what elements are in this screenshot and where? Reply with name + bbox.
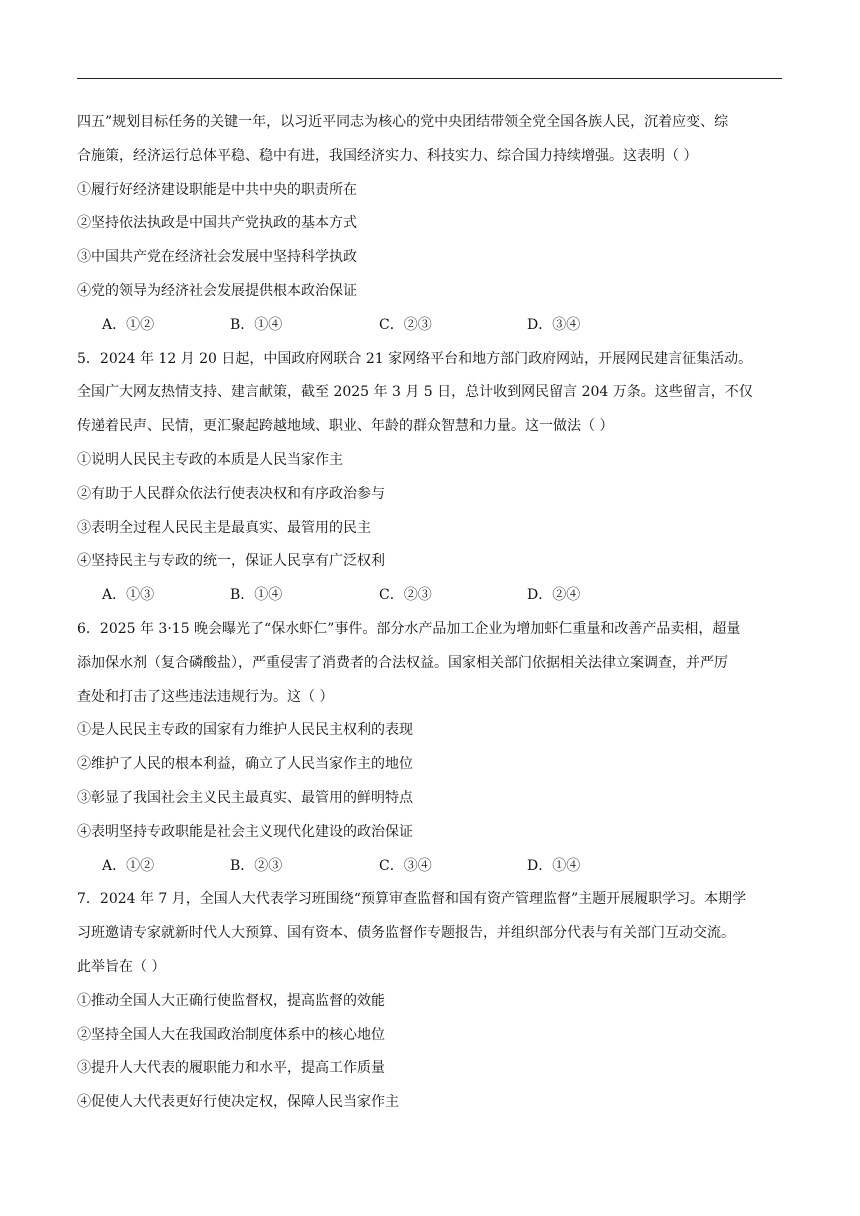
question-5 (77, 343, 787, 613)
header-rule (77, 78, 782, 79)
document-body (77, 106, 787, 1120)
option-b: B．①④ (230, 587, 283, 604)
option-b: B．②③ (230, 857, 283, 874)
statement-1: ①推动全国人大正确行使监督权，提高监督的效能 (77, 992, 385, 1009)
option-b: B．①④ (230, 316, 283, 333)
question-stem-line: 合施策，经济运行总体平稳、稳中有进，我国经济实力、科技实力、综合国力持续增强。这表明（ ） (77, 147, 698, 164)
statement-2: ②有助于人民群众依法行使表决权和有序政治参与 (77, 485, 385, 502)
option-a: A．①② (102, 857, 155, 874)
answer-options (77, 850, 787, 884)
question-stem-line: 习班邀请专家就新时代人大预算、国有资本、债务监督作专题报告，并组织部分代表与有关部门互动交流。 (77, 925, 735, 942)
statement-1: ①履行好经济建设职能是中共中央的职责所在 (77, 181, 357, 198)
statement-3: ③中国共产党在经济社会发展中坚持科学执政 (77, 249, 357, 266)
statement-1: ①说明人民民主专政的本质是人民当家作主 (77, 451, 343, 468)
question-stem-line: 6．2025 年 3·15 晚会曝光了“保水虾仁”事件。部分水产品加工企业为增加虾仁重量和改善产品卖相，超量 (77, 620, 741, 637)
statement-2: ②坚持全国人大在我国政治制度体系中的核心地位 (77, 1026, 385, 1043)
question-4 (77, 106, 787, 343)
statement-4: ④坚持民主与专政的统一，保证人民享有广泛权利 (77, 553, 385, 570)
question-stem-line: 四五”规划目标任务的关键一年，以习近平同志为核心的党中央团结带领全党全国各族人民，沉着应变、综 (77, 114, 729, 130)
statement-1: ①是人民民主专政的国家有力维护人民民主权利的表现 (77, 722, 413, 739)
option-c: C．②③ (379, 316, 432, 333)
question-stem-line: 此举旨在（ ） (77, 958, 166, 975)
question-stem-line: 7．2024 年 7 月，全国人大代表学习班围绕“预算审查监督和国有资产管理监督”主题开展履职学习。本期学 (77, 891, 747, 908)
statement-2: ②坚持依法执政是中国共产党执政的基本方式 (77, 215, 357, 232)
question-stem-line: 全国广大网友热情支持、建言献策，截至 2025 年 3 月 5 日，总计收到网民留言 204 万条。这些留言，不仅 (77, 384, 753, 401)
statement-4: ④促使人大代表更好行使决定权，保障人民当家作主 (77, 1094, 399, 1111)
question-stem-line: 添加保水剂（复合磷酸盐），严重侵害了消费者的合法权益。国家相关部门依据相关法律立案调查，并严厉 (77, 654, 728, 671)
question-6 (77, 613, 787, 883)
statement-4: ④表明坚持专政职能是社会主义现代化建设的政治保证 (77, 823, 413, 840)
statement-2: ②维护了人民的根本利益，确立了人民当家作主的地位 (77, 756, 413, 773)
question-stem-line: 查处和打击了这些违法违规行为。这（ ） (77, 688, 334, 705)
answer-options (77, 579, 787, 613)
option-d: D．③④ (527, 316, 581, 333)
statement-3: ③彰显了我国社会主义民主最真实、最管用的鲜明特点 (77, 789, 413, 806)
option-c: C．③④ (379, 857, 432, 874)
option-a: A．①③ (102, 587, 155, 604)
statement-3: ③表明全过程人民民主是最真实、最管用的民主 (77, 519, 371, 536)
option-d: D．①④ (527, 857, 581, 874)
option-a: A．①② (102, 316, 155, 333)
question-stem-line: 传递着民声、民情，更汇聚起跨越地域、职业、年龄的群众智慧和力量。这一做法（ ） (77, 418, 614, 435)
question-7 (77, 883, 787, 1120)
statement-3: ③提升人大代表的履职能力和水平，提高工作质量 (77, 1060, 385, 1077)
statement-4: ④党的领导为经济社会发展提供根本政治保证 (77, 282, 357, 299)
answer-options (77, 309, 787, 343)
option-d: D．②④ (527, 587, 581, 604)
option-c: C．②③ (379, 587, 432, 604)
question-stem-line: 5．2024 年 12 月 20 日起，中国政府网联合 21 家网络平台和地方部门政府网站，开展网民建言征集活动。 (77, 350, 753, 367)
